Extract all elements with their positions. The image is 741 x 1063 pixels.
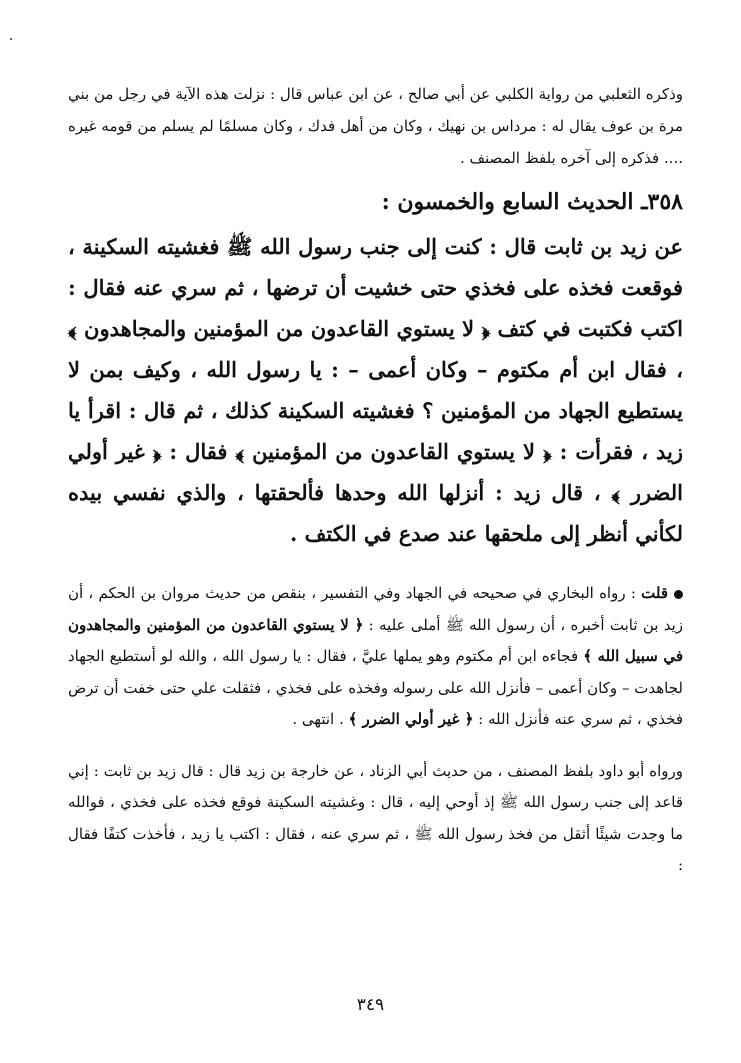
commentary-text-2: فجاءه ابن أم مكتوم وهو يملها عليَّ ، فقال : يا رسول الله ، والله لو أستطيع الجهاد لجاهدت – وكان أعمى – فأنزل الله على رسوله وفخذه على فخذي ، فثقلت علي حتى خفت أن ترض فخذي ، ثم سري عنه فأنزل الله :	[68, 647, 683, 728]
commentary-text-1: : رواه البخاري في صحيحه في الجهاد وفي التفسير ، بنقص من حديث مروان بن الحكم ، أن زيد بن ثابت أخبره ، أن رسول الله ﷺ أملى عليه :	[68, 584, 683, 634]
scan-dot	[10, 38, 12, 40]
hadith-text: عن زيد بن ثابت قال : كنت إلى جنب رسول الله ﷺ فغشيته السكينة ، فوقعت فخذه على فخذي حتى خشيت أن ترضها ، ثم سري عنه فقال : اكتب فكتبت في كتف ﴿ لا يستوي القاعدون من المؤمنين والمجاهدون ﴾ ، فقال ابن أم مكتوم – وكان أعمى – : يا رسول الله ، وكيف بمن لا يستطيع الجهاد من المؤمنين ؟ فغشيته السكينة كذلك ، ثم قال : اقرأ يا زيد ، فقرأت : ﴿ لا يستوي القاعدون من المؤمنين ﴾ فقال : ﴿ غير أولي الضرر ﴾ ، قال زيد : أنزلها الله وحدها فألحقتها ، والذي نفسي بيده لكأني أنظر إلى ملحقها عند صدع في الكتف .	[68, 234, 683, 546]
page-content	[68, 78, 683, 882]
quran-quote-1: ﴿ لا يستوي القاعدون من المؤمنين والمجاهدون في سبيل الله ﴾	[68, 615, 684, 665]
hadith-heading: ٣٥٨ـ الحديث السابع والخمسون :	[381, 189, 683, 215]
commentary-paragraph	[68, 578, 683, 736]
commentary-text-3: . انتهى .	[292, 710, 349, 728]
second-paragraph: ورواه أبو داود بلفظ المصنف ، من حديث أبي الزناد ، عن خارجة بن زيد قال : قال زيد بن ثابت : إني قاعد إلى جنب رسول الله ﷺ إذ أوحي إليه ، قال : وغشيته السكينة فوقع فخذه على فخذي ، فوالله ما وجدت شيئًا أثقل من فخذ رسول الله ﷺ ، ثم سري عنه ، فقال : اكتب يا زيد ، فأخذت كتفًا فقال :	[68, 761, 683, 874]
commentary-label: قلت	[641, 584, 668, 602]
intro-paragraph	[68, 78, 683, 174]
quran-quote-2: ﴿ غير أولي الضرر ﴾	[348, 710, 474, 728]
bullet-icon	[674, 590, 683, 599]
page-number: ٣٤٩	[356, 995, 385, 1015]
intro-text: وذكره الثعلبي من رواية الكلبي عن أبي صالح ، عن ابن عباس قال : نزلت هذه الآية في رجل من بني مرة بن عوف يقال له : مرداس بن نهيك ، وكان من أهل فدك ، وكان مسلمًا لم يسلم من قومه غيره .... فذكره إلى آخره بلفظ المصنف .	[68, 85, 683, 167]
